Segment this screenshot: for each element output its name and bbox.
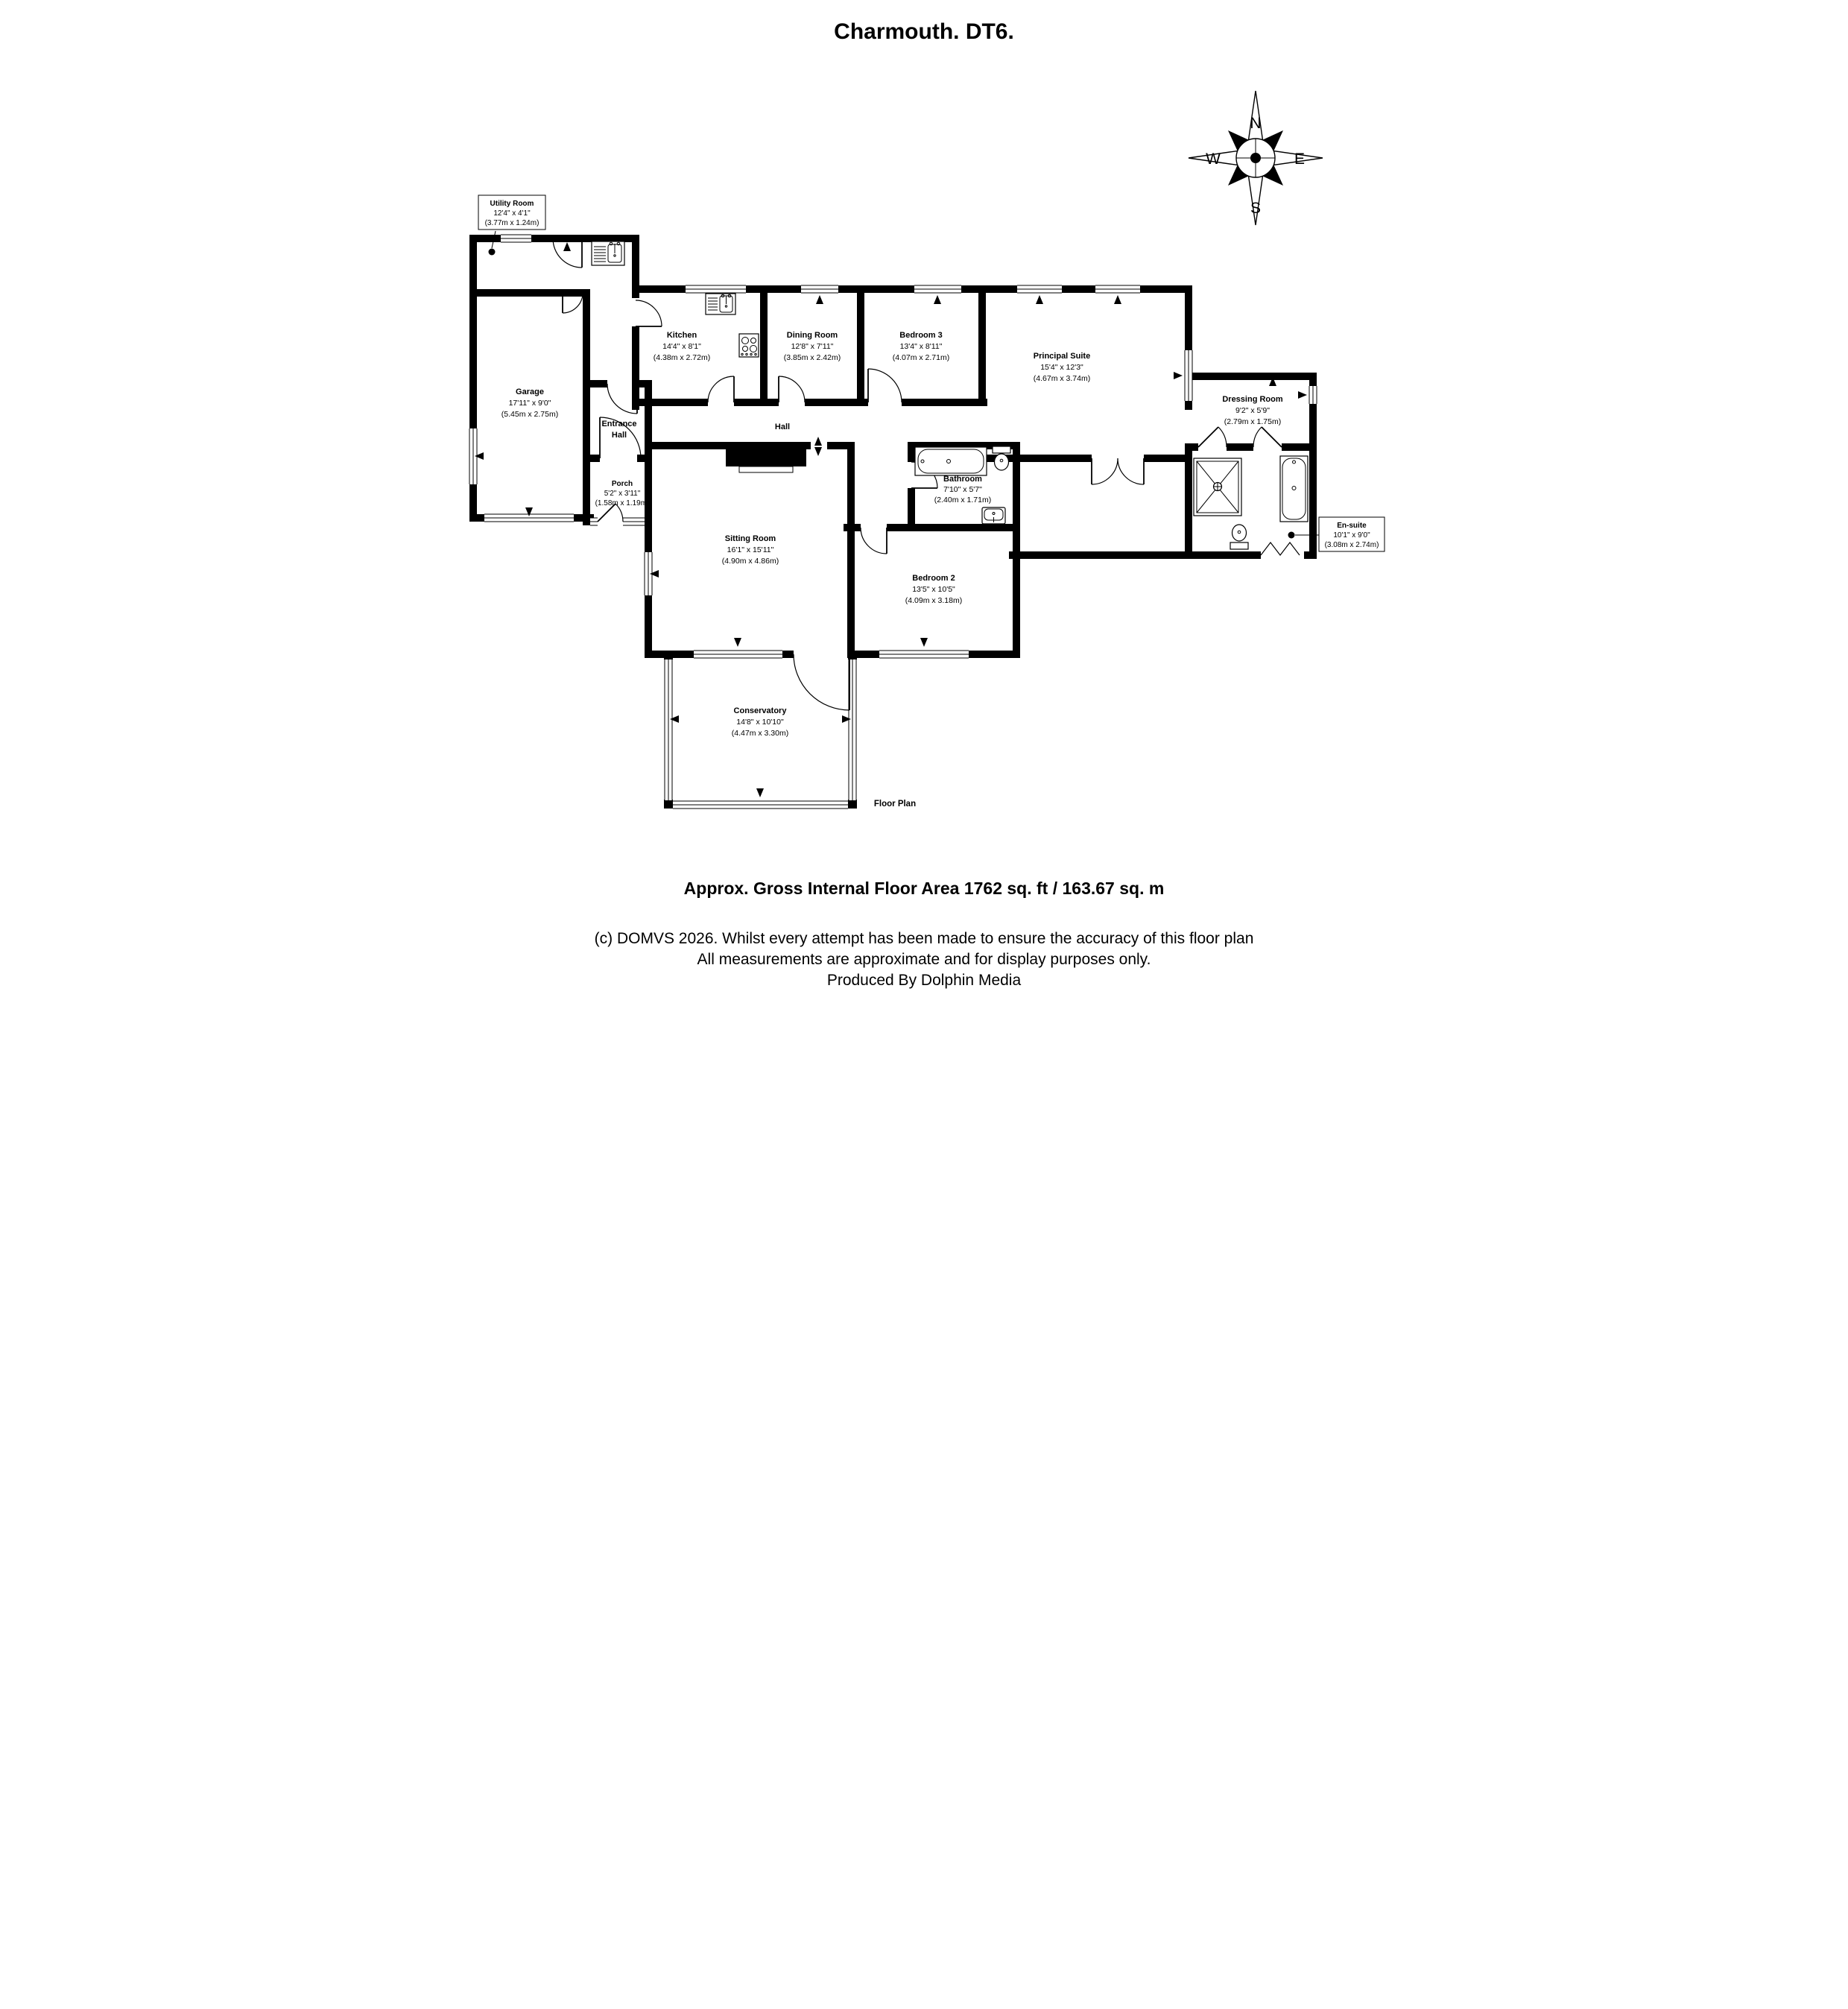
door-dressing-left xyxy=(1198,427,1227,447)
ensuite-toilet-icon xyxy=(1230,525,1248,549)
fireplace xyxy=(726,442,806,472)
footer-disclaimer-line1: (c) DOMVS 2026. Whilst every attempt has been made to ensure the accuracy of this floor plan xyxy=(594,930,1254,947)
compass-east-label: E xyxy=(1294,151,1306,168)
room-label-bathroom: Bathroom xyxy=(943,475,982,484)
door-conservatory xyxy=(794,654,849,710)
room-dim-bedroom2-imperial: 13'5" x 10'5" xyxy=(912,585,955,594)
room-label-garage: Garage xyxy=(516,387,544,396)
room-label-bedroom2: Bedroom 2 xyxy=(912,574,955,583)
utility-label-box xyxy=(478,195,545,256)
compass-north-label: N xyxy=(1250,115,1262,132)
room-dim-dressing-imperial: 9'2" x 5'9" xyxy=(1235,406,1270,415)
window-kitchen xyxy=(686,285,746,293)
window-bedroom3 xyxy=(914,285,961,293)
door-bedroom2 xyxy=(861,528,887,554)
room-label-conservatory: Conservatory xyxy=(733,706,787,715)
room-label-sitting: Sitting Room xyxy=(724,534,776,543)
room-label-principal: Principal Suite xyxy=(1033,352,1091,361)
window-principal-1 xyxy=(1017,285,1062,293)
footer-producer-line: Produced By Dolphin Media xyxy=(826,972,1022,989)
room-label-hall: Hall xyxy=(774,423,791,431)
room-label-entrance-hall-line2: Hall xyxy=(611,431,627,440)
floor-plan-page xyxy=(462,0,1386,1004)
room-dim-dining-imperial: 12'8" x 7'11" xyxy=(791,342,834,351)
kitchen-sink-icon xyxy=(706,294,735,314)
window-principal-2 xyxy=(1095,285,1140,293)
room-dim-sitting-metric: (4.90m x 4.86m) xyxy=(721,557,779,566)
compass-south-label: S xyxy=(1250,200,1262,217)
room-label-dressing: Dressing Room xyxy=(1222,395,1283,404)
toilet-icon xyxy=(993,446,1010,470)
room-dim-bathroom-metric: (2.40m x 1.71m) xyxy=(934,496,992,504)
window-utility xyxy=(501,235,531,242)
utility-sink-icon xyxy=(592,241,624,265)
room-dim-garage-imperial: 17'11" x 9'0" xyxy=(508,399,551,408)
page-title: Charmouth. DT6. xyxy=(834,19,1014,44)
bath-icon xyxy=(915,447,987,475)
floor-plan-caption: Floor Plan xyxy=(873,800,917,809)
room-dim-kitchen-metric: (4.38m x 2.72m) xyxy=(653,353,711,362)
room-dim-principal-metric: (4.67m x 3.74m) xyxy=(1033,374,1091,383)
room-dim-porch-imperial: 5'2" x 3'11" xyxy=(604,490,641,498)
compass-rose-icon xyxy=(1189,91,1323,225)
ensuite-bath-icon xyxy=(1280,456,1308,522)
room-dim-dressing-metric: (2.79m x 1.75m) xyxy=(1224,417,1282,426)
door-kitchen-hall xyxy=(708,376,734,402)
door-principal-double xyxy=(1092,458,1144,484)
window-sitting-bottom xyxy=(694,651,782,658)
room-label-bedroom3: Bedroom 3 xyxy=(899,331,943,340)
room-dim-utility-imperial: 12'4" x 4'1" xyxy=(493,209,531,218)
room-dim-bedroom3-imperial: 13'4" x 8'11" xyxy=(899,342,943,351)
ensuite-label-box xyxy=(1288,517,1385,551)
footer-disclaimer-line2: All measurements are approximate and for display purposes only. xyxy=(697,951,1151,968)
room-label-kitchen: Kitchen xyxy=(666,331,697,340)
conservatory-glazing-left xyxy=(665,659,672,800)
room-dim-conservatory-metric: (4.47m x 3.30m) xyxy=(731,729,789,738)
door-bedroom3-hall xyxy=(868,369,902,402)
room-dim-garage-metric: (5.45m x 2.75m) xyxy=(501,410,559,419)
window-porch-right xyxy=(623,518,645,525)
shower-icon xyxy=(1194,458,1241,516)
door-lobby-kitchen xyxy=(636,300,662,326)
room-label-porch: Porch xyxy=(611,480,633,488)
room-dim-bedroom3-metric: (4.07m x 2.71m) xyxy=(892,353,950,362)
room-label-utility: Utility Room xyxy=(490,200,534,208)
window-dressing-right xyxy=(1309,386,1317,404)
room-dim-kitchen-imperial: 14'4" x 8'1" xyxy=(662,342,701,351)
room-label-dining: Dining Room xyxy=(786,331,838,340)
door-dining-hall xyxy=(779,376,805,402)
door-ensuite-bifold xyxy=(1261,542,1300,555)
door-utility-entry xyxy=(553,238,582,268)
window-porch-left xyxy=(590,518,598,525)
compass-west-label: W xyxy=(1206,151,1221,168)
conservatory-glazing-bottom xyxy=(673,801,848,809)
window-dining xyxy=(801,285,838,293)
hob-icon xyxy=(739,334,759,357)
window-bedroom2-bottom xyxy=(879,651,969,658)
room-dim-conservatory-imperial: 14'8" x 10'10" xyxy=(736,718,784,727)
basin-icon xyxy=(982,507,1005,524)
room-dim-porch-metric: (1.58m x 1.19m) xyxy=(595,499,650,507)
room-dim-principal-imperial: 15'4" x 12'3" xyxy=(1040,363,1083,372)
room-dim-sitting-imperial: 16'1" x 15'11" xyxy=(727,545,774,554)
room-labels xyxy=(501,331,1283,738)
window-principal-right xyxy=(1185,350,1192,401)
footer-area-text: Approx. Gross Internal Floor Area 1762 sq. ft / 163.67 sq. m xyxy=(683,879,1165,898)
room-label-ensuite: En-suite xyxy=(1337,522,1367,530)
door-dressing-right xyxy=(1253,427,1282,447)
room-dim-ensuite-metric: (3.08m x 2.74m) xyxy=(1324,541,1379,549)
room-dim-ensuite-imperial: 10'1" x 9'0" xyxy=(1333,531,1370,540)
floor-plan-canvas xyxy=(462,0,1386,1004)
room-dim-bedroom2-metric: (4.09m x 3.18m) xyxy=(905,596,963,605)
room-dim-utility-metric: (3.77m x 1.24m) xyxy=(484,219,539,227)
room-dim-bathroom-imperial: 7'10" x 5'7" xyxy=(943,485,982,494)
room-dim-dining-metric: (3.85m x 2.42m) xyxy=(783,353,841,362)
room-label-entrance-hall-line1: Entrance xyxy=(601,420,637,428)
